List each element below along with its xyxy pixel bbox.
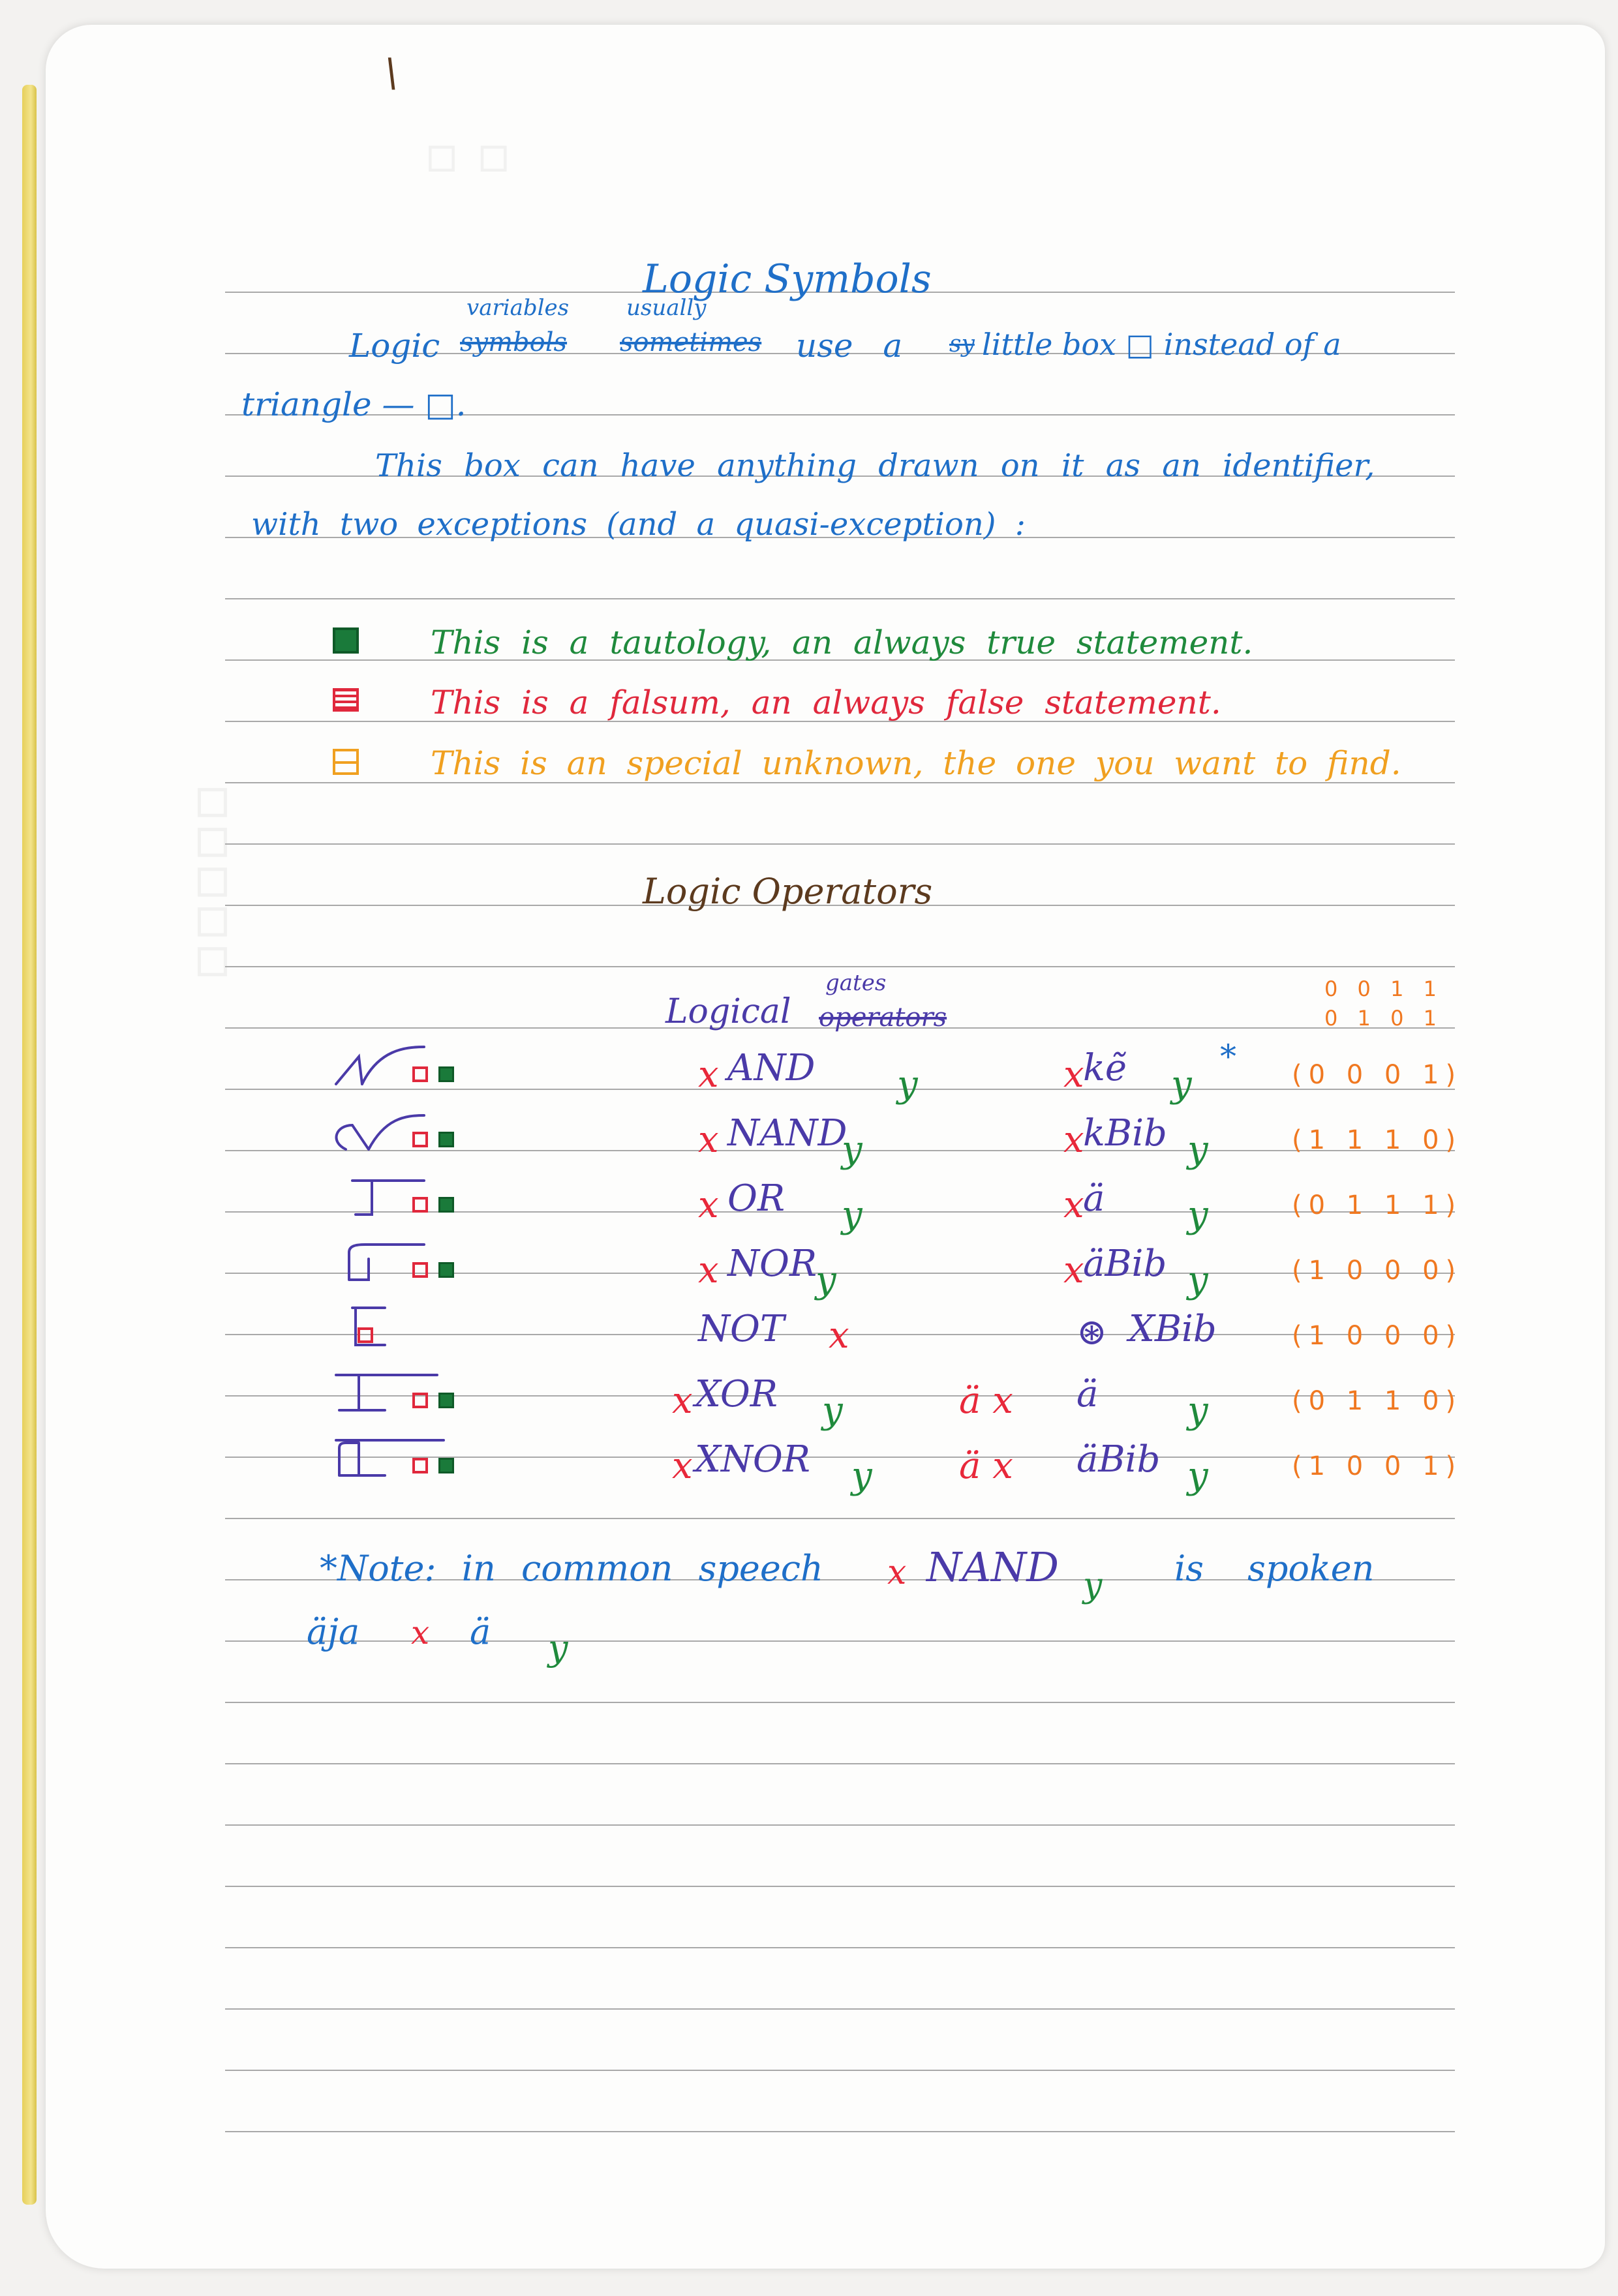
input-x-box-icon bbox=[412, 1197, 428, 1213]
notebook-spine bbox=[22, 85, 37, 2205]
struck-sy: sy bbox=[949, 331, 975, 357]
operand-y: y bbox=[897, 1063, 918, 1106]
input-y-box-icon bbox=[438, 1262, 454, 1278]
lang-operand-x: ä x bbox=[959, 1445, 1013, 1487]
operator-name: XOR bbox=[695, 1373, 778, 1415]
operand-x: x bbox=[698, 1249, 719, 1292]
intro-triangle-line: triangle — □. bbox=[241, 385, 466, 423]
page-title: Logic Symbols bbox=[643, 256, 932, 302]
note-line2-x: x bbox=[411, 1614, 430, 1652]
ruled-line bbox=[225, 1763, 1455, 1764]
ruled-line bbox=[225, 1702, 1455, 1703]
nor-gate-icon bbox=[333, 1239, 424, 1285]
lang-operator: kBib bbox=[1083, 1112, 1167, 1155]
lang-operand-x: x bbox=[1063, 1119, 1084, 1161]
table-header-logical: Logical bbox=[665, 992, 791, 1031]
intro-word-logic: Logic bbox=[349, 327, 440, 365]
lang-operator: äBib bbox=[1076, 1438, 1161, 1481]
note-line2-aja: äja bbox=[307, 1611, 360, 1652]
note-op: NAND bbox=[926, 1543, 1059, 1591]
input-x-box-icon bbox=[412, 1393, 428, 1408]
note-line2-a: ä bbox=[470, 1611, 491, 1652]
ruled-line bbox=[225, 2131, 1455, 2132]
input-x-box-icon bbox=[358, 1327, 373, 1343]
note-x: x bbox=[887, 1553, 907, 1592]
tautology-text: This is a tautology, an always true statement. bbox=[431, 624, 1253, 661]
intro-use-a: use a bbox=[796, 327, 903, 365]
input-x-box-icon bbox=[412, 1262, 428, 1278]
ruled-line bbox=[225, 966, 1455, 967]
inserted-variables: variables bbox=[466, 295, 570, 321]
or-gate-icon bbox=[333, 1174, 424, 1220]
unknown-box-icon bbox=[333, 749, 359, 775]
operand-x-after-not: x bbox=[829, 1314, 849, 1357]
operand-y: y bbox=[822, 1389, 843, 1432]
truth-header-bottom: 0 1 0 1 bbox=[1324, 1006, 1443, 1031]
footnote-star: * bbox=[1220, 1038, 1236, 1076]
ruled-line bbox=[225, 1518, 1455, 1519]
intro-box-line2: with two exceptions (and a quasi-exception) : bbox=[251, 506, 1026, 543]
ruled-line bbox=[225, 1886, 1455, 1887]
operator-name: NAND bbox=[727, 1112, 847, 1155]
page-mark: \ bbox=[385, 50, 399, 96]
operand-x: x bbox=[698, 1119, 719, 1161]
truth-values: (1 0 0 1) bbox=[1292, 1451, 1463, 1481]
ruled-line bbox=[225, 843, 1455, 845]
falsum-box-icon bbox=[333, 688, 359, 712]
lang-operator: ä bbox=[1083, 1177, 1105, 1220]
operand-x: x bbox=[698, 1184, 719, 1226]
operand-x: x bbox=[672, 1380, 693, 1422]
lang-operator: XBib bbox=[1129, 1308, 1217, 1350]
operator-name: OR bbox=[727, 1177, 786, 1220]
operand-y: y bbox=[851, 1455, 872, 1497]
truth-header-top: 0 0 1 1 bbox=[1324, 976, 1443, 1001]
ruled-line bbox=[225, 1640, 1455, 1642]
truth-values: (1 0 0 0) bbox=[1292, 1321, 1463, 1351]
and-gate-icon bbox=[333, 1044, 424, 1089]
tautology-box-icon bbox=[333, 627, 359, 654]
input-y-box-icon bbox=[438, 1066, 454, 1082]
input-y-box-icon bbox=[438, 1132, 454, 1147]
note-suffix: is spoken bbox=[1174, 1548, 1375, 1589]
truth-values: (0 0 0 1) bbox=[1292, 1060, 1463, 1090]
lang-operand-x: x bbox=[1063, 1053, 1084, 1096]
struck-symbols: symbols bbox=[460, 327, 568, 357]
operator-name: AND bbox=[727, 1047, 816, 1089]
operand-x: x bbox=[672, 1445, 693, 1487]
lang-operand-y: y bbox=[1187, 1128, 1208, 1171]
nand-gate-icon bbox=[333, 1109, 424, 1155]
lang-operator: ä bbox=[1076, 1373, 1099, 1415]
operator-name: NOT bbox=[698, 1308, 785, 1350]
inserted-usually: usually bbox=[626, 295, 707, 321]
ruled-line bbox=[225, 598, 1455, 599]
note-y: y bbox=[1083, 1566, 1103, 1605]
truth-values: (1 0 0 0) bbox=[1292, 1256, 1463, 1286]
intro-box-line1: This box can have anything drawn on it as an identifier, bbox=[375, 447, 1375, 484]
unknown-text: This is an special unknown, the one you want to find. bbox=[431, 744, 1401, 782]
ruled-line bbox=[225, 2008, 1455, 2010]
lang-operator: kẽ bbox=[1083, 1047, 1127, 1089]
ruled-line bbox=[225, 1947, 1455, 1948]
operand-y: y bbox=[842, 1194, 862, 1236]
input-x-box-icon bbox=[412, 1132, 428, 1147]
ruled-line bbox=[225, 2070, 1455, 2071]
input-x-box-icon bbox=[412, 1458, 428, 1473]
truth-values: (1 1 1 0) bbox=[1292, 1125, 1463, 1155]
operand-y: y bbox=[816, 1259, 836, 1301]
note-prefix: *Note: in common speech bbox=[320, 1548, 823, 1589]
struck-operators: operators bbox=[819, 1003, 947, 1033]
lang-operand-y: y bbox=[1171, 1063, 1192, 1106]
ruled-line bbox=[225, 1824, 1455, 1826]
input-y-box-icon bbox=[438, 1393, 454, 1408]
not-gate-icon bbox=[333, 1305, 424, 1350]
lang-operand-y: y bbox=[1187, 1389, 1208, 1432]
bleed-through-mark: ▫▫▫▫▫ bbox=[182, 783, 251, 982]
lang-operand-y: y bbox=[1187, 1194, 1208, 1236]
operators-heading: Logic Operators bbox=[643, 871, 933, 912]
truth-values: (0 1 1 0) bbox=[1292, 1386, 1463, 1416]
input-x-box-icon bbox=[412, 1066, 428, 1082]
lang-operand-y: y bbox=[1187, 1455, 1208, 1497]
lang-operand-x: x bbox=[1063, 1184, 1084, 1226]
ruled-line bbox=[225, 782, 1455, 783]
operator-name: NOR bbox=[727, 1243, 817, 1285]
operand-x: x bbox=[698, 1053, 719, 1096]
lang-operand-x: ä x bbox=[959, 1380, 1013, 1422]
bleed-through-mark: ▫ ▫ bbox=[424, 124, 511, 185]
input-y-box-icon bbox=[438, 1197, 454, 1213]
truth-values: (0 1 1 1) bbox=[1292, 1190, 1463, 1220]
scribble-mark-icon: ⊛ bbox=[1076, 1311, 1107, 1353]
falsum-text: This is a falsum, an always false statement. bbox=[431, 684, 1221, 721]
input-y-box-icon bbox=[438, 1458, 454, 1473]
operand-y: y bbox=[842, 1128, 862, 1171]
lang-operator: äBib bbox=[1083, 1243, 1167, 1285]
inserted-gates: gates bbox=[825, 970, 887, 996]
struck-sometimes: sometimes bbox=[620, 327, 762, 357]
intro-little-box: little box □ instead of a bbox=[982, 327, 1341, 362]
lang-operand-x: x bbox=[1063, 1249, 1084, 1292]
operator-name: XNOR bbox=[695, 1438, 810, 1481]
lang-operand-y: y bbox=[1187, 1259, 1208, 1301]
note-line2-y: y bbox=[548, 1627, 568, 1669]
